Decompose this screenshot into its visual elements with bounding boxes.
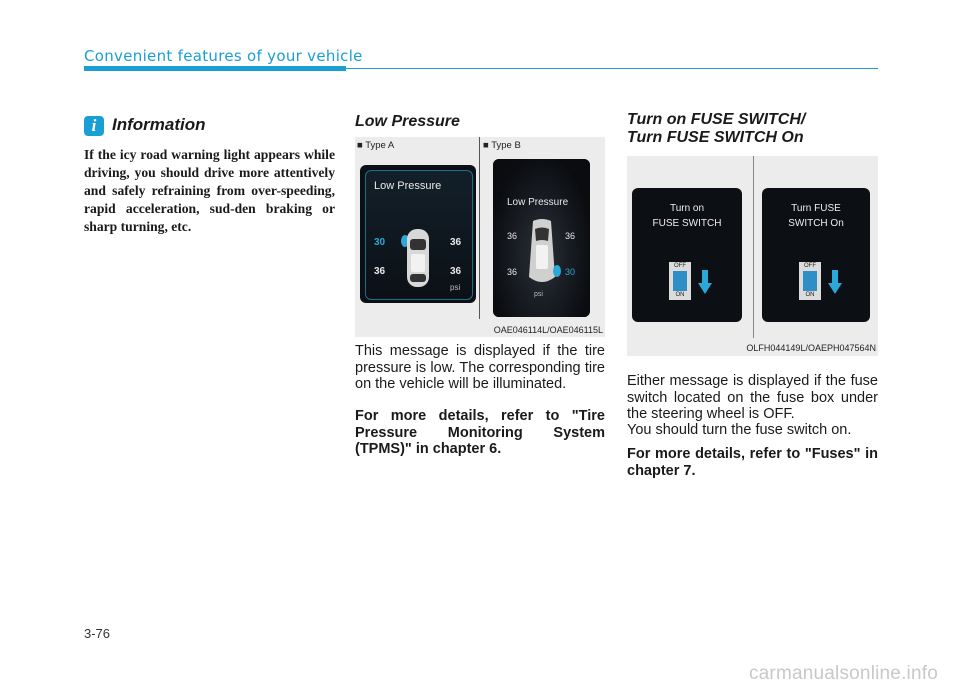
information-icon: i: [84, 116, 104, 136]
fuse-switch-graphic: [669, 262, 691, 300]
type-b-rear-left-value: 36: [507, 267, 518, 277]
fuse-switch-off-label: OFF: [674, 263, 686, 269]
type-b-unit: psi: [534, 291, 543, 298]
arrow-down-icon: [828, 270, 842, 294]
type-b-front-right-value: 36: [565, 231, 576, 241]
type-a-unit: psi: [450, 283, 461, 292]
section-title: Convenient features of your vehicle: [84, 47, 363, 65]
type-b-title: Low Pressure: [507, 197, 569, 208]
fuse-display-a: [632, 188, 742, 322]
information-title: Information: [112, 115, 206, 134]
header-rule-thick: [84, 66, 346, 71]
fuse-switch-on-label: ON: [805, 292, 815, 298]
type-a-front-right-value: 36: [450, 237, 462, 248]
car-perspective-icon: [523, 217, 561, 291]
fuse-switch-reference: For more details, refer to "Fuses" in chapter 7.: [627, 446, 878, 479]
fuse-switch-instruction: You should turn the fuse switch on.: [627, 422, 852, 438]
header-rule-thin: [346, 68, 878, 69]
low-pressure-reference: For more details, refer to "Tire Pressure Monitoring System (TPMS)" in chapter 6.: [355, 408, 605, 457]
fuse-switch-title-line1: Turn on FUSE SWITCH/: [627, 111, 806, 128]
watermark: carmanualsonline.info: [748, 663, 938, 684]
fuse-display-b: [762, 188, 870, 322]
figure-divider: [479, 137, 480, 319]
type-b-front-left-value: 36: [507, 231, 518, 241]
type-a-rear-right-value: 36: [450, 266, 462, 277]
fuse-switch-description: Either message is displayed if the fuse switch located on the fuse box under the steering wheel is OFF.: [627, 373, 878, 422]
low-pressure-figure-code: OAE046114L/OAE046115L: [493, 325, 603, 335]
type-a-rear-left-value: 36: [374, 266, 386, 277]
information-body: If the icy road warning light appears while driving, you should drive more attentively and safely refraining from over-speeding, rapid acceleration, sud-den braking or sharp turning, etc.: [84, 147, 335, 234]
type-a-title: Low Pressure: [374, 180, 442, 192]
type-a-label: ■ Type A: [357, 140, 395, 151]
fuse-switch-figure: [627, 156, 878, 356]
fuse-display-a-line1: Turn on: [669, 203, 705, 214]
car-top-view-icon: [400, 225, 436, 291]
fuse-switch-off-label: OFF: [804, 263, 816, 269]
fuse-display-b-line2: SWITCH On: [788, 218, 844, 229]
figure-divider: [753, 156, 754, 338]
fuse-switch-figure-code: OLFH044149L/OAEPH047564N: [746, 343, 876, 353]
fuse-display-a-line2: FUSE SWITCH: [652, 218, 722, 229]
fuse-switch-title-line2: Turn FUSE SWITCH On: [627, 129, 804, 146]
low-pressure-description: This message is displayed if the tire pressure is low. The corresponding tire on the vehicle will be illuminated.: [355, 343, 605, 392]
page-number: 3-76: [84, 626, 111, 641]
fuse-display-b-line1: Turn FUSE: [791, 203, 841, 214]
type-b-label: ■ Type B: [483, 140, 521, 151]
fuse-switch-on-label: ON: [675, 292, 685, 298]
type-b-display: [493, 159, 590, 317]
arrow-down-icon: [698, 270, 712, 294]
low-pressure-title: Low Pressure: [355, 113, 460, 130]
fuse-switch-graphic: [799, 262, 821, 300]
type-b-rear-right-value: 30: [565, 267, 576, 277]
type-a-front-left-value: 30: [374, 237, 386, 248]
low-pressure-figure: [355, 137, 605, 337]
type-a-display: [360, 165, 476, 303]
